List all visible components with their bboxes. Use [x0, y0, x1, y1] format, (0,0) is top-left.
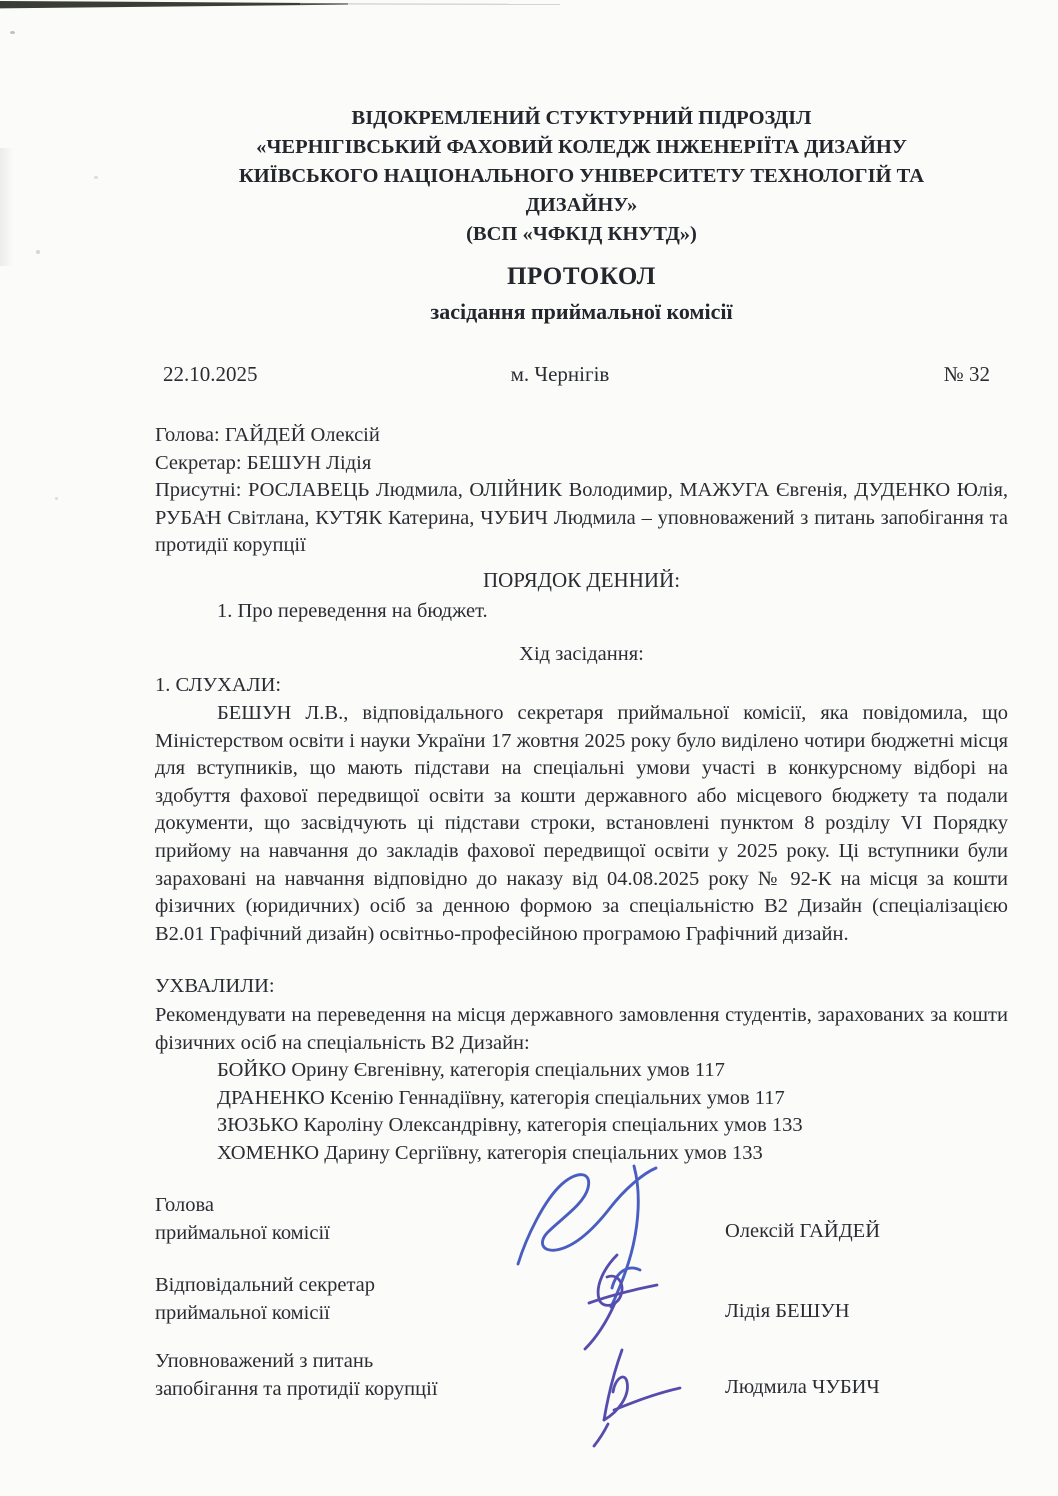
document-title: ПРОТОКОЛ	[507, 263, 656, 290]
signature-name-secretary: Лідія БЕШУН	[725, 1300, 850, 1322]
heard-heading: 1. СЛУХАЛИ:	[155, 674, 282, 696]
official-head-line: Голова: ГАЙДЕЙ Олексій	[155, 424, 380, 446]
signature-role-line: Голова	[155, 1194, 215, 1216]
signature-role-line: приймальної комісії	[155, 1301, 330, 1324]
org-header-line: КИЇВСЬКОГО НАЦІОНАЛЬНОГО УНІВЕРСИТЕТУ ТЕХНОЛОГІЙ ТА	[238, 165, 925, 187]
scan-speck	[94, 176, 98, 179]
signature-name-head: Олексій ГАЙДЕЙ	[725, 1220, 881, 1242]
org-header-line: ДИЗАЙНУ»	[525, 194, 638, 216]
org-header-line: (ВСП «ЧФКІД КНУТД»)	[466, 223, 697, 245]
student-line: БОЙКО Орину Євгенівну, категорія спеціальних умов 117	[217, 1059, 725, 1081]
org-header-line: «ЧЕРНІГІВСЬКИЙ ФАХОВИЙ КОЛЕДЖ ІНЖЕНЕРІЇТА ДИЗАЙНУ	[256, 136, 907, 158]
signature-role-line: Відповідальний секретар	[155, 1274, 376, 1296]
document-subtitle: засідання приймальної комісії	[430, 299, 733, 324]
org-header	[155, 104, 1008, 249]
signature-role-line: приймальної комісії	[155, 1221, 330, 1244]
handwritten-signature-anticorruption-icon	[570, 1338, 690, 1448]
officials-block	[155, 422, 1008, 560]
students-list	[155, 1057, 1008, 1167]
proceedings-heading: Хід засідання:	[519, 643, 644, 665]
scan-speck	[10, 31, 15, 34]
scan-edge-smudge	[0, 148, 13, 266]
scan-top-edge-artifact	[0, 0, 1058, 16]
document-city: м. Чернігів	[510, 362, 610, 386]
official-secretary-line: Секретар: БЕШУН Лідія	[155, 451, 372, 474]
resolved-heading: УХВАЛИЛИ:	[155, 975, 275, 997]
student-line: ДРАНЕНКО Ксенію Геннадіївну, категорія спеціальних умов 117	[217, 1086, 785, 1109]
heard-body-paragraph: БЕШУН Л.В., відповідального секретаря приймальної комісії, яка повідомила, що Міністерством освіти і науки України 17 жовтня 2025 року було виділено чотири бюджетні місця для вступників, що мають підстави на спеціальні умови участі в конкурсному відборі на здобуття фахової передвищої освіти за кошти державного або місцевого бюджету та подали документи, що засвідчують ці підстави строки, встановлені пунктом 8 розділу VI Порядку прийому на навчання до закладів фахової передвищої освіти у 2025 року. Ці вступники були зараховані на навчання відповідно до наказу від 04.08.2025 року № 92-К на місця за кошти фізичних (юридичних) осіб за денною формою за спеціальністю В2 Дизайн (спеціалізацією В2.01 Графічний дизайн) освітньо-професійною програмою Графічний дизайн.	[155, 702, 1008, 945]
officials-present-line: Присутні: РОСЛАВЕЦЬ Людмила, ОЛІЙНИК Володимир, МАЖУГА Євгенія, ДУДЕНКО Юлія, РУБАН Світлана, КУТЯК Катерина, ЧУБИЧ Людмила – уповноважений з питань запобігання та протидії корупції	[155, 479, 1008, 556]
resolved-intro: Рекомендувати на переведення на місця державного замовлення студентів, зарахованих за кошти фізичних осіб на спеціальність В2 Дизайн:	[155, 1004, 1008, 1054]
document-date: 22.10.2025	[163, 362, 258, 386]
document-number: № 32	[943, 362, 990, 386]
signature-role-line: Уповноважений з питань	[155, 1350, 374, 1372]
agenda-item: 1. Про переведення на бюджет.	[217, 600, 488, 622]
meta-row	[155, 362, 1008, 392]
signature-name-anticorruption: Людмила ЧУБИЧ	[725, 1376, 880, 1398]
signature-role-line: запобігання та протидії корупції	[155, 1377, 438, 1400]
org-header-line: ВІДОКРЕМЛЕНИЙ СТУКТУРНИЙ ПІДРОЗДІЛ	[351, 107, 812, 129]
student-line: ЗЮЗЬКО Кароліну Олександрівну, категорія спеціальних умов 133	[217, 1114, 803, 1136]
agenda-heading: ПОРЯДОК ДЕННИЙ:	[482, 568, 681, 592]
signature-role-anticorruption	[155, 1348, 585, 1403]
student-line: ХОМЕНКО Дарину Сергіївну, категорія спеціальних умов 133	[217, 1141, 763, 1164]
scan-speck	[36, 250, 40, 254]
scan-speck	[55, 497, 58, 500]
